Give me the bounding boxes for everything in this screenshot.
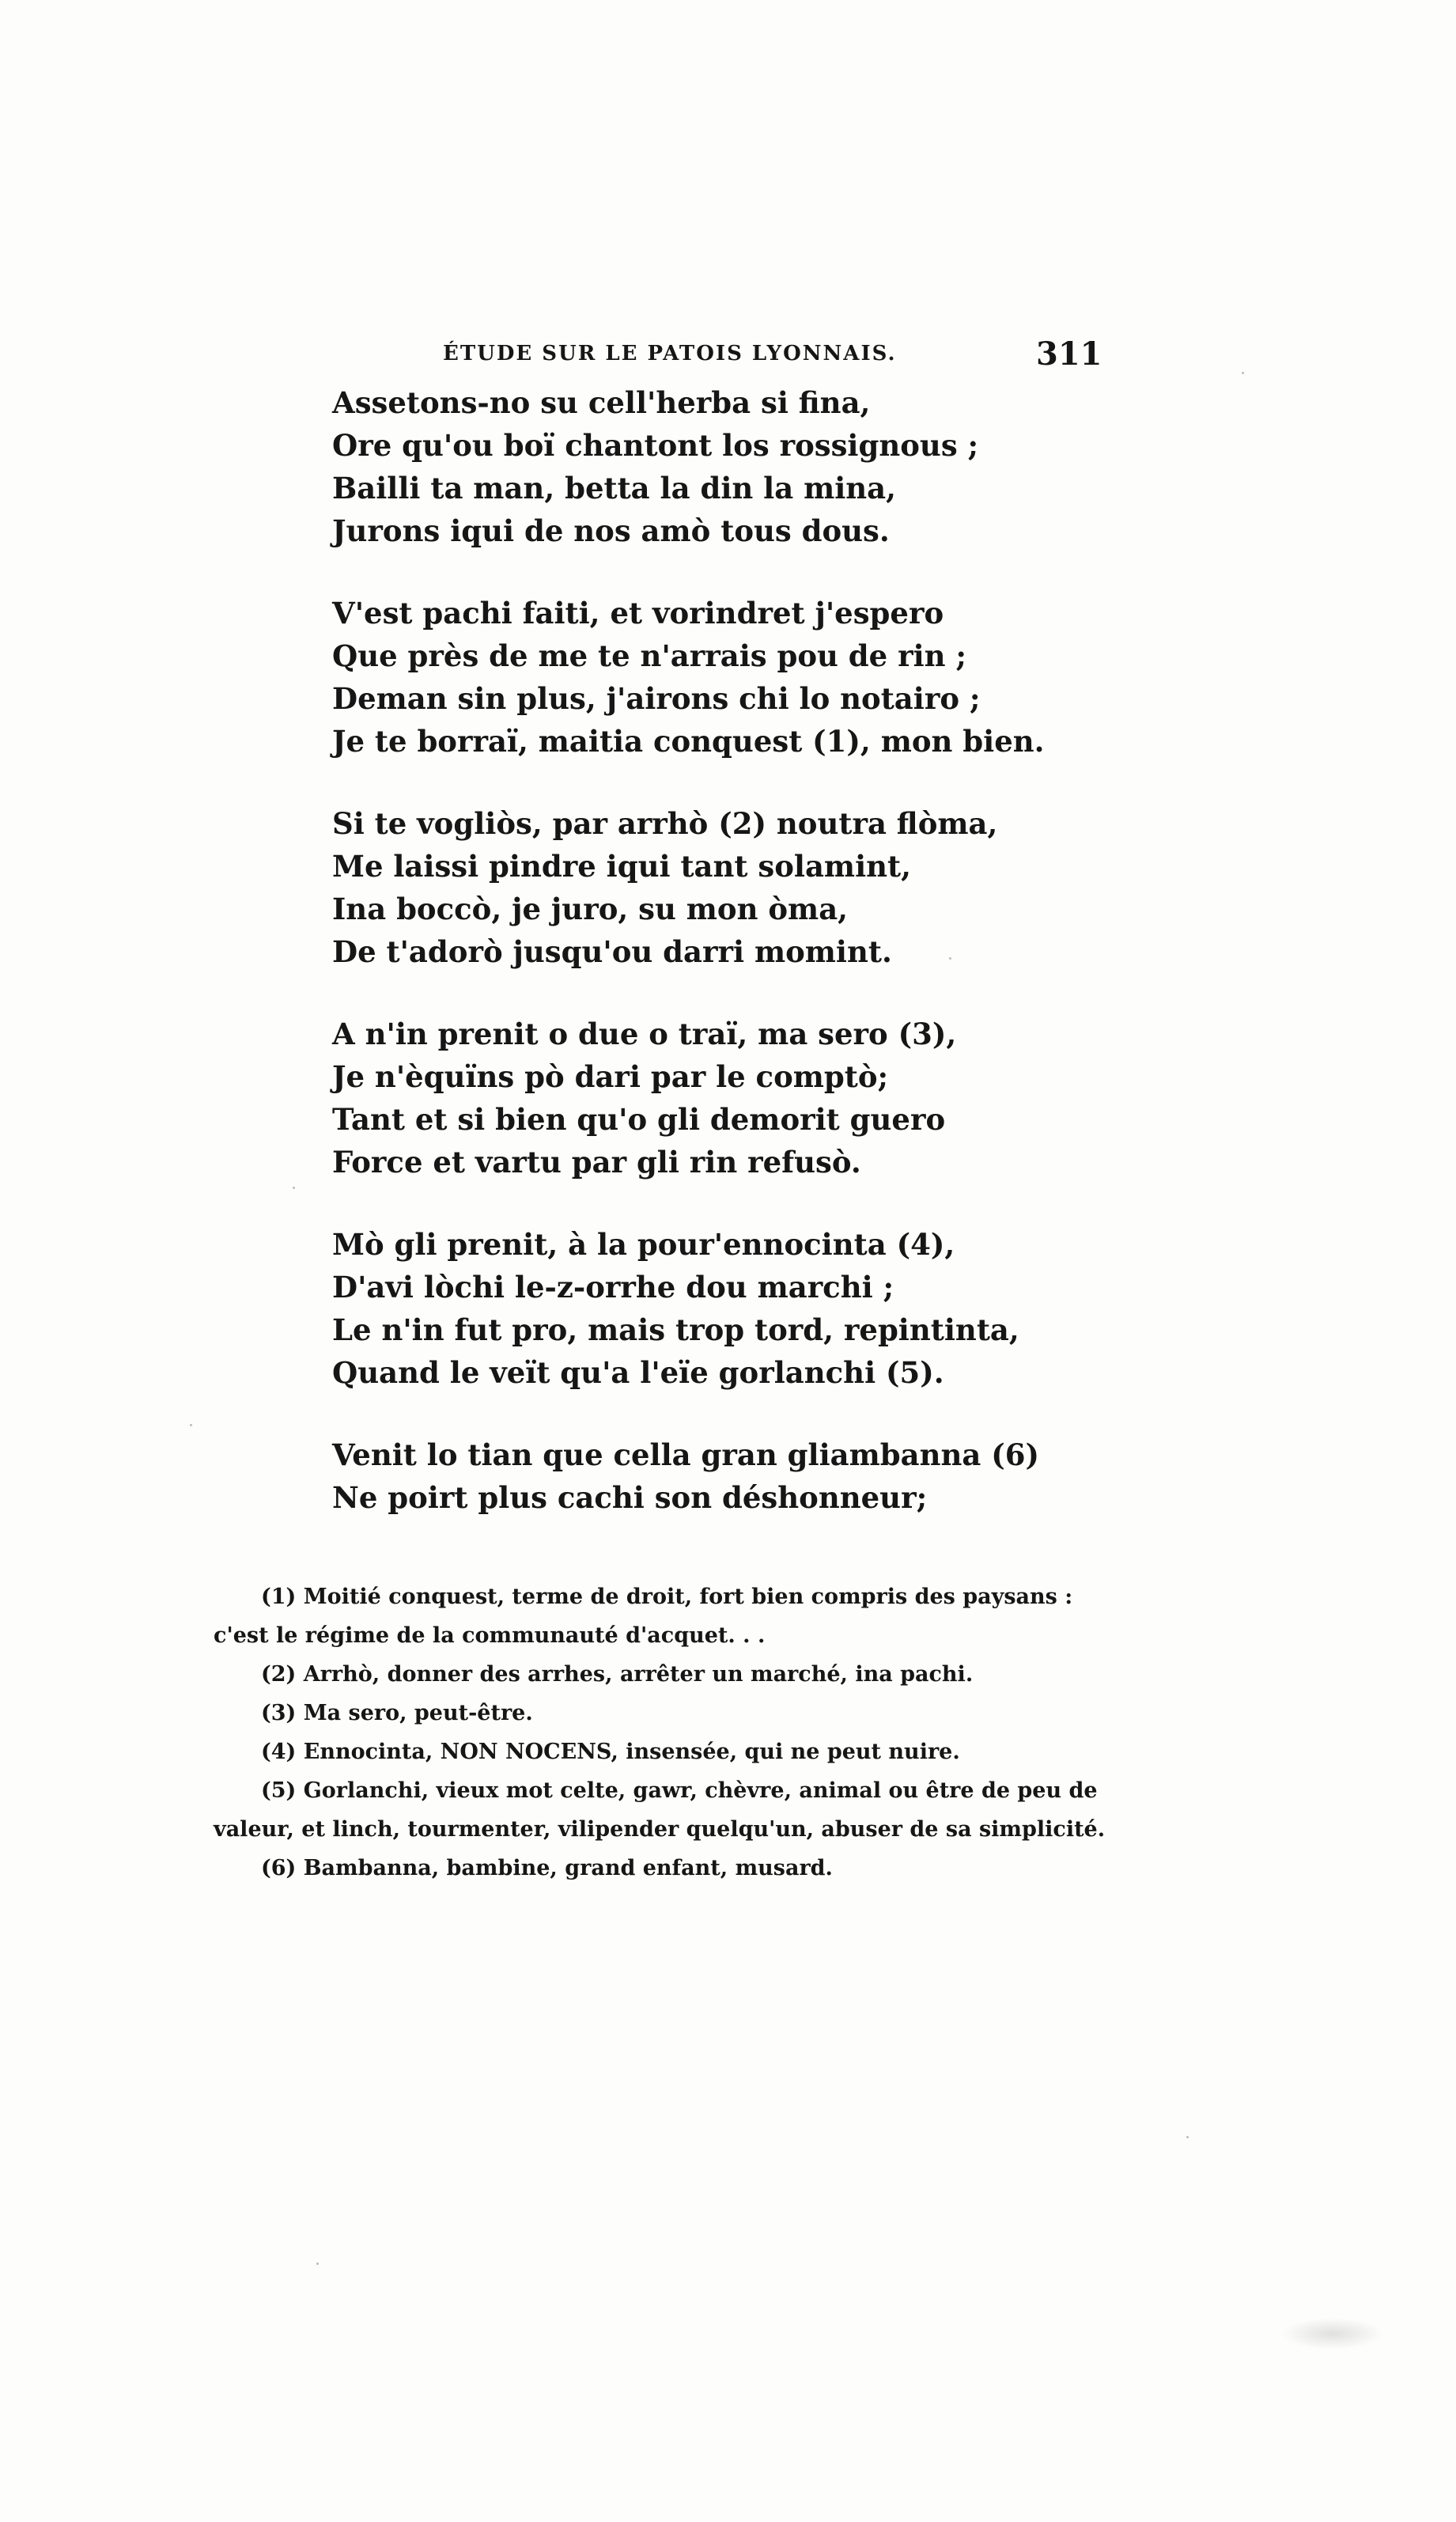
verse-line: Ina boccò, je juro, su mon òma, [332, 892, 849, 926]
paper-speck [293, 1187, 295, 1189]
verse-line: V'est pachi faiti, et vorindret j'espero [332, 596, 944, 630]
verse-line: Ore qu'ou boï chantont los rossignous ; [332, 428, 979, 463]
paper-smudge [1281, 2318, 1384, 2350]
paper-speck [1186, 2136, 1189, 2138]
footnote-2: (2) Arrhò, donner des arrhes, arrêter un marché, ina pachi. [261, 1662, 974, 1687]
footnote-1-continued: c'est le régime de la communauté d'acquet. . . [214, 1623, 766, 1648]
verse-line: Assetons-no su cell'herba si fina, [332, 385, 871, 420]
verse-line: Tant et si bien qu'o gli demorit guero [332, 1102, 946, 1137]
verse-line: D'avi lòchi le-z-orrhe dou marchi ; [332, 1270, 894, 1305]
stanza-3 [332, 802, 998, 973]
footnote-6: (6) Bambanna, bambine, grand enfant, musard. [261, 1856, 833, 1880]
verse-line: Me laissi pindre iqui tant solamint, [332, 849, 911, 884]
verse-line: Si te vogliòs, par arrhò (2) noutra flòma, [332, 806, 998, 841]
stanza-6 [332, 1433, 1040, 1519]
verse-line: Bailli ta man, betta la din la mina, [332, 471, 897, 506]
footnote-1: (1) Moitié conquest, terme de droit, fort bien compris des paysans : [261, 1585, 1073, 1609]
footnote-5-continued: valeur, et linch, tourmenter, vilipender quelqu'un, abuser de sa simplicité. [214, 1817, 1106, 1842]
verse-line: Je n'èquïns pò dari par le comptò; [332, 1059, 889, 1094]
footnote-4: (4) Ennocinta, NON NOCENS, insensée, qui ne peut nuire. [261, 1740, 960, 1764]
stanza-2 [332, 592, 1045, 763]
page-number: 311 [1036, 335, 1102, 373]
verse-line: Que près de me te n'arrais pou de rin ; [332, 638, 967, 673]
verse-line: Le n'in fut pro, mais trop tord, repintinta, [332, 1312, 1019, 1347]
stanza-1 [332, 381, 981, 552]
stanza-5 [332, 1223, 1019, 1394]
paper-speck [190, 1424, 192, 1426]
verse-line: Ne poirt plus cachi son déshonneur; [332, 1480, 928, 1515]
footnotes [214, 1577, 1106, 1888]
verse-line: Jurons iqui de nos amò tous dous. [332, 513, 890, 548]
poem [332, 381, 1045, 1558]
verse-line: A n'in prenit o due o traï, ma sero (3), [332, 1017, 957, 1051]
stanza-4 [332, 1013, 981, 1183]
verse-line: De t'adorò jusqu'ou darri momint. [332, 934, 892, 969]
verse-line: Force et vartu par gli rin refusò. [332, 1145, 861, 1180]
paper-speck [1242, 372, 1244, 374]
paper-speck [316, 2263, 319, 2265]
verse-line: Mò gli prenit, à la pour'ennocinta (4), [332, 1227, 955, 1262]
verse-line: Deman sin plus, j'airons chi lo notairo ; [332, 681, 981, 716]
paper-speck [949, 957, 951, 960]
footnote-3: (3) Ma sero, peut-être. [261, 1701, 533, 1725]
verse-line: Venit lo tian que cella gran gliambanna (6) [332, 1437, 1040, 1472]
verse-line: Je te borraï, maitia conquest (1), mon bien. [332, 724, 1045, 759]
running-title: ÉTUDE SUR LE PATOIS LYONNAIS. [443, 342, 897, 365]
footnote-5: (5) Gorlanchi, vieux mot celte, gawr, chèvre, animal ou être de peu de [261, 1778, 1098, 1803]
verse-line: Quand le veït qu'a l'eïe gorlanchi (5). [332, 1355, 944, 1390]
